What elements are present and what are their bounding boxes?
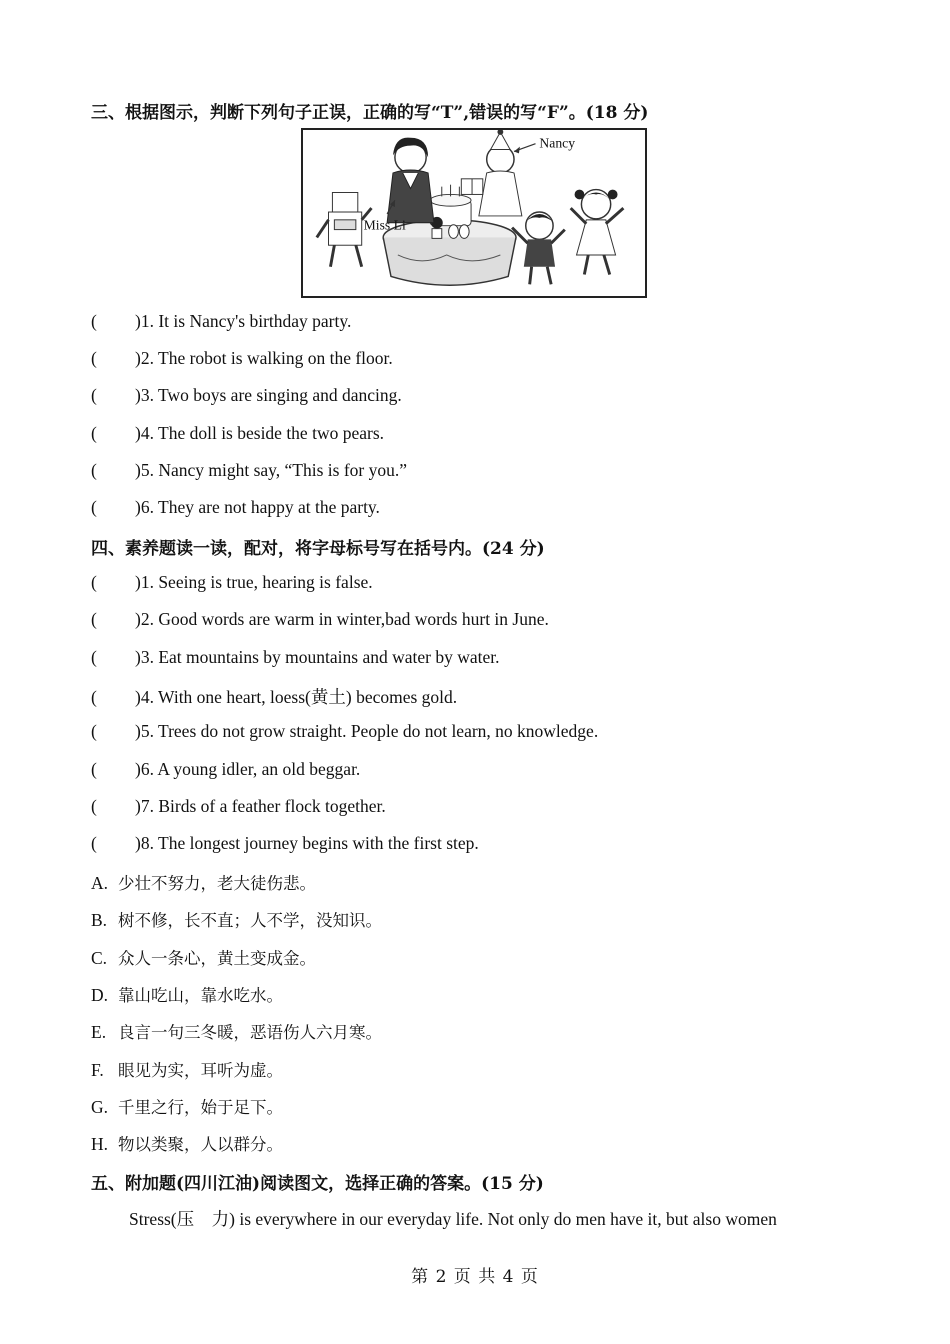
party-scene-drawing <box>303 130 645 296</box>
answer-blank[interactable]: ( <box>91 423 97 443</box>
item-text: )8. The longest journey begins with the first step. <box>135 833 479 853</box>
label-miss-li: Miss Li <box>363 217 406 233</box>
option-letter: A. <box>91 873 109 893</box>
s4-item-3 <box>91 647 500 668</box>
s4-item-5 <box>91 721 598 742</box>
answer-blank[interactable]: ( <box>91 833 97 853</box>
item-text: )5. Nancy might say, “This is for you.” <box>135 460 408 480</box>
answer-blank[interactable]: ( <box>91 796 97 816</box>
item-text: )2. Good words are warm in winter,bad words hurt in June. <box>135 609 549 629</box>
s4-option-b <box>91 907 382 931</box>
s4-item-2 <box>91 609 549 630</box>
s4-option-a <box>91 870 316 894</box>
option-text: 少壮不努力，老大徒伤悲。 <box>118 874 316 893</box>
item-text: )2. The robot is walking on the floor. <box>135 348 393 368</box>
option-text: 靠山吃山，靠水吃水。 <box>118 986 283 1005</box>
s4-item-4 <box>91 684 457 709</box>
s4-item-7 <box>91 796 386 817</box>
answer-blank[interactable]: ( <box>91 759 97 779</box>
answer-blank[interactable]: ( <box>91 647 97 667</box>
item-text: )6. A young idler, an old beggar. <box>135 759 361 779</box>
page-footer: 第 2 页 共 4 页 <box>411 1267 539 1287</box>
s3-item-3 <box>91 385 402 406</box>
answer-blank[interactable]: ( <box>91 687 97 707</box>
answer-blank[interactable]: ( <box>91 311 97 331</box>
answer-blank[interactable]: ( <box>91 348 97 368</box>
s4-option-c <box>91 945 316 969</box>
s4-option-h <box>91 1131 283 1155</box>
item-text: )1. It is Nancy's birthday party. <box>135 311 352 331</box>
item-text: )5. Trees do not grow straight. People do not learn, no knowledge. <box>135 721 599 741</box>
answer-blank[interactable]: ( <box>91 572 97 592</box>
party-illustration <box>301 128 647 298</box>
option-letter: F. <box>91 1060 104 1080</box>
answer-blank[interactable]: ( <box>91 385 97 405</box>
option-letter: H. <box>91 1134 109 1154</box>
item-text: )4. With one heart, loess(黄土) becomes gold. <box>135 687 458 707</box>
item-text: )3. Two boys are singing and dancing. <box>135 385 402 405</box>
s4-item-8 <box>91 833 479 854</box>
option-letter: D. <box>91 985 109 1005</box>
s4-item-6 <box>91 759 360 780</box>
answer-blank[interactable]: ( <box>91 609 97 629</box>
s3-item-6 <box>91 497 380 518</box>
option-letter: G. <box>91 1097 109 1117</box>
reading-paragraph: Stress(压 力) is everywhere in our everyday life. Not only do men have it, but also women <box>129 1209 777 1229</box>
s4-option-g <box>91 1094 283 1118</box>
section-5-heading: 五、附加题(四川江油)阅读图文，选择正确的答案。(15 分) <box>91 1174 544 1194</box>
option-letter: B. <box>91 910 108 930</box>
s4-option-f <box>91 1057 283 1081</box>
item-text: )6. They are not happy at the party. <box>135 497 380 517</box>
option-text: 眼见为实，耳听为虚。 <box>118 1061 283 1080</box>
s4-item-1 <box>91 572 373 593</box>
option-text: 树不修，长不直；人不学，没知识。 <box>118 911 382 930</box>
item-text: )3. Eat mountains by mountains and water by water. <box>135 647 500 667</box>
option-text: 物以类聚，人以群分。 <box>118 1135 283 1154</box>
section-4-heading: 四、素养题读一读，配对，将字母标号写在括号内。(24 分) <box>91 539 545 559</box>
item-text: )4. The doll is beside the two pears. <box>135 423 384 443</box>
s3-item-1 <box>91 311 351 332</box>
option-text: 良言一句三冬暖，恶语伤人六月寒。 <box>118 1023 382 1042</box>
option-text: 千里之行，始于足下。 <box>118 1098 283 1117</box>
s4-option-e <box>91 1019 382 1043</box>
item-text: )1. Seeing is true, hearing is false. <box>135 572 373 592</box>
option-text: 众人一条心，黄土变成金。 <box>118 949 316 968</box>
s3-item-4 <box>91 423 384 444</box>
s3-item-5 <box>91 460 407 481</box>
option-letter: E. <box>91 1022 107 1042</box>
s4-option-d <box>91 982 283 1006</box>
s3-item-2 <box>91 348 393 369</box>
item-text: )7. Birds of a feather flock together. <box>135 796 386 816</box>
label-nancy: Nancy <box>539 135 576 151</box>
answer-blank[interactable]: ( <box>91 721 97 741</box>
option-letter: C. <box>91 948 108 968</box>
answer-blank[interactable]: ( <box>91 497 97 517</box>
section-3-heading: 三、根据图示，判断下列句子正误，正确的写“T”,错误的写“F”。(18 分) <box>91 103 649 123</box>
answer-blank[interactable]: ( <box>91 460 97 480</box>
